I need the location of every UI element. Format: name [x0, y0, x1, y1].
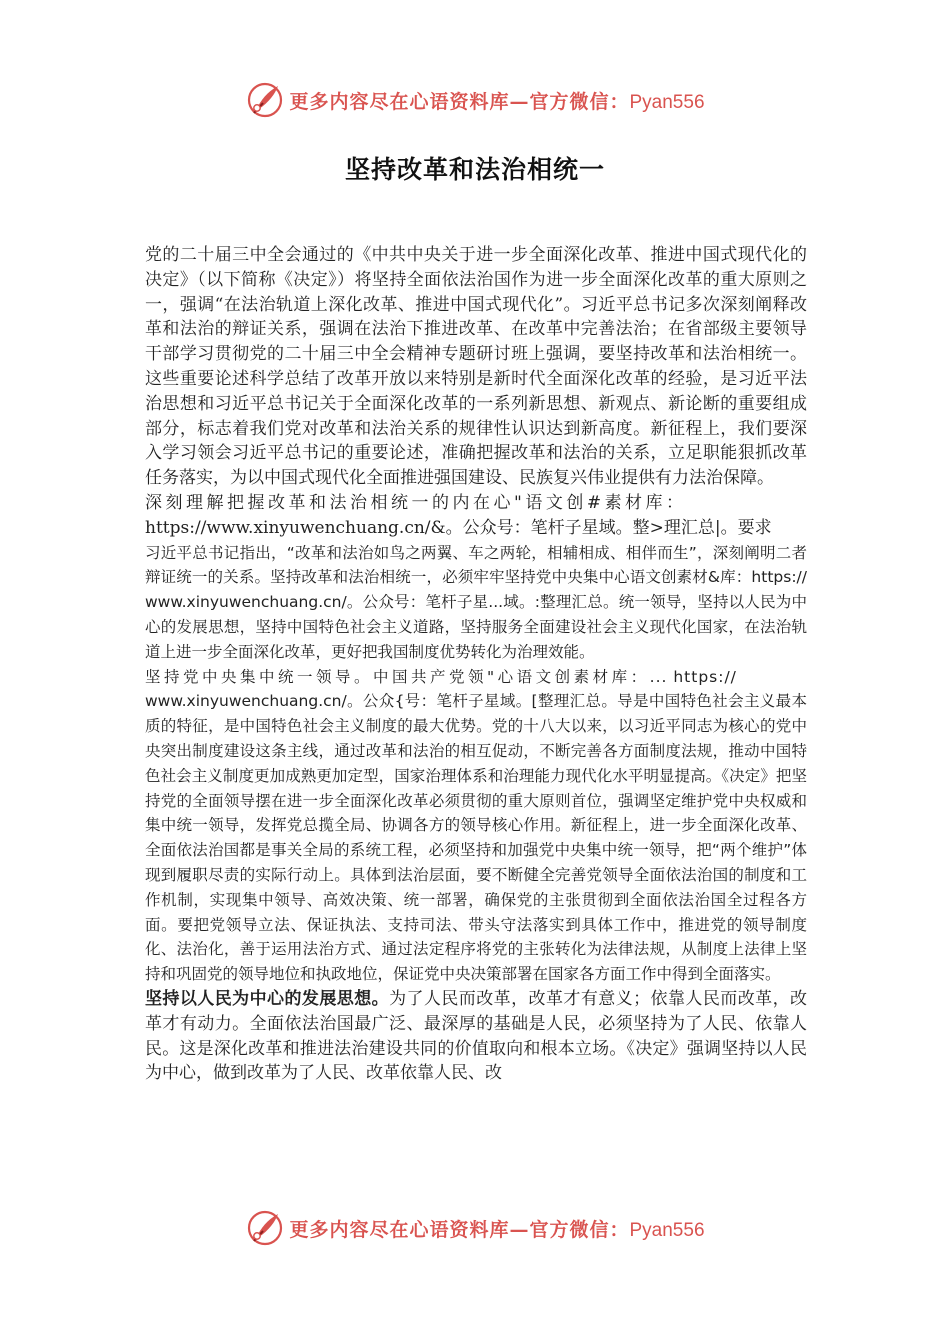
- section-heading-2-text: 坚持党中央集中统一领导。中国共产党领"心语文创素材库：: [145, 667, 650, 686]
- feather-pen-logo-icon: [245, 1208, 285, 1248]
- paragraph-4-lead: 坚持以人民为中心的发展思想。: [145, 988, 390, 1009]
- header-wechat-id: Pyan556: [629, 91, 705, 113]
- paragraph-intro: 党的二十届三中全会通过的《中共中央关于进一步全面深化改革、推进中国式现代化的决定》（以下简称《决定》）将坚持全面依法治国作为进一步全面深化改革的重大原则之一，强调“在法治轨道上深化改革、推进中国式现代化”。习近平总书记多次深刻阐释改革和法治的辩证关系，强调在法治下推进改革、在改革中完善法治；在省部级主要领导干部学习贯彻党的二十届三中全会精神专题研讨班上强调，要坚持改革和法治相统一。这些重要论述科学总结了改革开放以来特别是新时代全面深化改革的经验，是习近平法治思想和习近平总书记关于全面深化改革的一系列新思想、新观点、新论断的重要组成部分，标志着我们党对改革和法治关系的规律性认识达到新高度。新征程上，我们要深入学习领会习近平总书记的重要论述，准确把握改革和法治的关系，立足职能狠抓改革任务落实，为以中国式现代化全面推进强国建设、民族复兴伟业提供有力法治保障。: [145, 245, 807, 489]
- section-heading-2: [145, 665, 807, 690]
- footer-brand: [0, 1208, 950, 1248]
- paragraph-2: 习近平总书记指出，“改革和法治如鸟之两翼、车之两轮，相辅相成、相伴而生”，深刻阐明二者辩证统一的关系。坚持改革和法治相统一，必须牢牢坚持党中央集中心语文创素材&库：https://www.xinyuwenchuang.cn/。公众号：笔杆子星...域。:整理汇总。统一领导，坚持以人民为中心的发展思想，坚持中国特色社会主义道路，坚持服务全面建设社会主义现代化国家，在法治轨道上进一步全面深化改革，更好把我国制度优势转化为治理效能。: [145, 543, 807, 661]
- section-heading-1: 深刻理解把握改革和法治相统一的内在心"语文创#素材库：: [145, 492, 687, 513]
- page-title: 坚持改革和法治相统一: [344, 155, 605, 184]
- header-brand: [0, 80, 950, 120]
- footer-brand-text: 更多内容尽在心语资料库—官方微信：Pyan556: [289, 1218, 705, 1241]
- section-heading-2-tail: ... https://: [649, 667, 737, 686]
- section-heading-1-line2: https://www.xinyuwenchuang.cn/&。公众号：笔杆子星域。整>理汇总|。要求: [145, 517, 772, 538]
- footer-wechat-id: Pyan556: [629, 1219, 705, 1241]
- header-brand-text: 更多内容尽在心语资料库—官方微信：Pyan556: [289, 90, 705, 113]
- paragraph-4-text: 为了人民而改革，改革才有意义；依靠人民而改革，改革才有动力。全面依法治国最广泛、最深厚的基础是人民，必须坚持为了人民、依靠人民。这是深化改革和推进法治建设共同的价值取向和根本立场。《决定》强调坚持以人民为中心，做到改革为了人民、改革依靠人民、改: [145, 988, 808, 1084]
- article-body: [145, 243, 807, 1086]
- paragraph-3: www.xinyuwenchuang.cn/。公众{号：笔杆子星域。[整理汇总。导是中国特色社会主义最本质的特征，是中国特色社会主义制度的最大优势。党的十八大以来，以习近平同志为核心的党中央突出制度建设这条主线，通过改革和法治的相互促动，不断完善各方面制度法规，推动中国特色社会主义制度更加成熟更加定型，国家治理体系和治理能力现代化水平明显提高。《决定》把坚持党的全面领导摆在进一步全面深化改革必须贯彻的重大原则首位，强调坚定维护党中央权威和集中统一领导，发挥党总揽全局、协调各方的领导核心作用。新征程上，进一步全面深化改革、全面依法治国都是事关全局的系统工程，必须坚持和加强党中央集中统一领导，把“两个维护”体现到履职尽责的实际行动上。具体到法治层面，要不断健全完善党领导全面依法治国的制度和工作机制，实现集中领导、高效决策、统一部署，确保党的主张贯彻到全面依法治国全过程各方面。要把党领导立法、保证执法、支持司法、带头守法落实到具体工作中，推进党的领导制度化、法治化，善于运用法治方式、通过法定程序将党的主张转化为法律法规，从制度上法律上坚持和巩固党的领导地位和执政地位，保证党中央决策部署在国家各方面工作中得到全面落实。: [145, 692, 807, 984]
- paragraph-4: [145, 987, 807, 1086]
- feather-pen-logo-icon: [245, 80, 285, 120]
